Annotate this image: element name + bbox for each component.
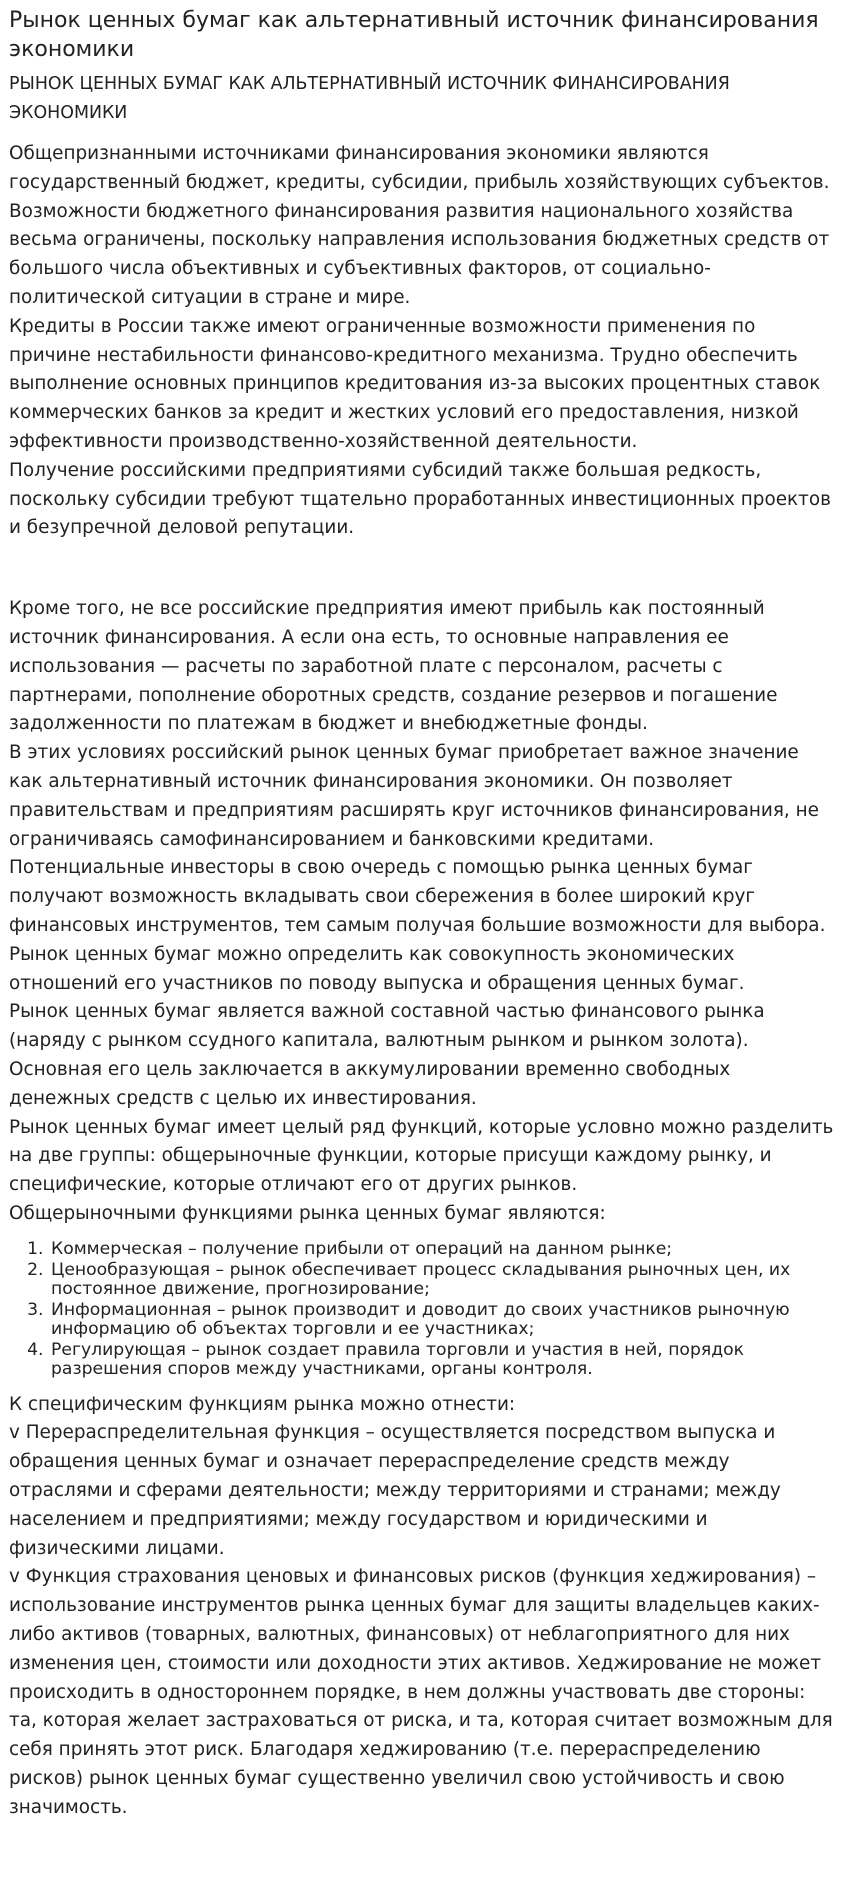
paragraph: К специфическим функциям рынка можно отнести: [9, 1393, 516, 1415]
paragraph: Получение российскими предприятиями субсидий также большая редкость, поскольку субсидии требуют тщательно проработанных инвестиционных проектов и безупречной деловой репутации. [9, 459, 831, 539]
section-spacer [9, 543, 835, 595]
paragraph: В этих условиях российский рынок ценных бумаг приобретает важное значение как альтернативный источник финансирования экономики. Он позволяет правительствам и предприятиям расширять круг источников финансирования, не ограничиваясь самофинансированием и банковскими кредитами. [9, 742, 819, 850]
paragraph: Рынок ценных бумаг можно определить как совокупность экономических отношений его участников по поводу выпуска и обращения ценных бумаг. [9, 943, 745, 994]
list-item: 2. Ценообразующая – рынок обеспечивает процесс складывания рыночных цен, их постоянное движение, прогнозирование; [49, 1261, 835, 1299]
intro-section [9, 140, 835, 543]
body-section [9, 595, 835, 1229]
paragraph: Кредиты в России также имеют ограниченные возможности применения по причине нестабильности финансово-кредитного механизма. Трудно обеспечить выполнение основных принципов кредитования из-за высоких процентных ставок коммерческих банков за кредит и жестких условий его предоставления, низкой эффективности производственно-хозяйственной деятельности. [9, 315, 821, 452]
paragraph: Возможности бюджетного финансирования развития национального хозяйства весьма ограничены, поскольку направления использования бюджетных средств от большого числа объективных и субъективных факторов, от социально-политической ситуации в стране и мире. [9, 200, 830, 308]
list-item: 1. Коммерческая – получение прибыли от операций на данном рынке; [49, 1240, 835, 1259]
paragraph: v Функция страхования ценовых и финансовых рисков (функция хеджирования) – использование инструментов рынка ценных бумаг для защиты владельцев каких-либо активов (товарных, валютных, финансовых) от неблагоприятного для них изменения цен, стоимости или доходности этих активов. Хеджирование не может происходить в одностороннем порядке, в нем должны участвовать две стороны: та, которая желает застраховаться от риска, и та, которая считает возможным для себя принять этот риск. Благодаря хеджированию (т.е. перераспределению рисков) рынок ценных бумаг существенно увеличил свою устойчивость и свою значимость. [9, 1566, 833, 1818]
specific-functions-section [9, 1391, 835, 1823]
paragraph: v Перераспределительная функция – осуществляется посредством выпуска и обращения ценных бумаг и означает перераспределение средств между отраслями и сферами деятельности; между территориями и странами; между населением и предприятиями; между государством и юридическими и физическими лицами. [9, 1422, 781, 1559]
paragraph: Рынок ценных бумаг имеет целый ряд функций, которые условно можно разделить на две группы: общерыночные функции, которые присущи каждому рынку, и специфические, которые отличают его от других рынков. [9, 1116, 834, 1196]
page-title: Рынок ценных бумаг как альтернативный источник финансирования экономики [9, 8, 819, 62]
list-item: 4. Регулирующая – рынок создает правила торговли и участия в ней, порядок разрешения споров между участниками, органы контроля. [49, 1341, 835, 1379]
paragraph: Кроме того, не все российские предприятия имеют прибыль как постоянный источник финансирования. А если она есть, то основные направления ее использования — расчеты по заработной плате с персоналом, расчеты с партнерами, пополнение оборотных средств, создание резервов и погашение задолженности по платежам в бюджет и внебюджетные фонды. [9, 598, 778, 735]
paragraph: Общепризнанными источниками финансирования экономики являются государственный бюджет, кредиты, субсидии, прибыль хозяйствующих субъектов. [9, 143, 830, 193]
paragraph: Потенциальные инвесторы в свою очередь с помощью рынка ценных бумаг получают возможность вкладывать свои сбережения в более широкий круг финансовых инструментов, тем самым получая большие возможности для выбора. [9, 857, 826, 936]
paragraph: Рынок ценных бумаг является важной составной частью финансового рынка (наряду с рынком ссудного капитала, валютным рынком и рынком золота). Основная его цель заключается в аккумулировании временно свободных денежных средств с целью их инвестирования. [9, 1001, 765, 1109]
paragraph: Общерыночными функциями рынка ценных бумаг являются: [9, 1202, 606, 1224]
page-subtitle: РЫНОК ЦЕННЫХ БУМАГ КАК АЛЬТЕРНАТИВНЫЙ ИСТОЧНИК ФИНАНСИРОВАНИЯ ЭКОНОМИКИ [9, 74, 730, 123]
list-item: 3. Информационная – рынок производит и доводит до своих участников рыночную информацию об объектах торговли и ее участниках; [49, 1301, 835, 1339]
general-functions-list [9, 1240, 835, 1379]
